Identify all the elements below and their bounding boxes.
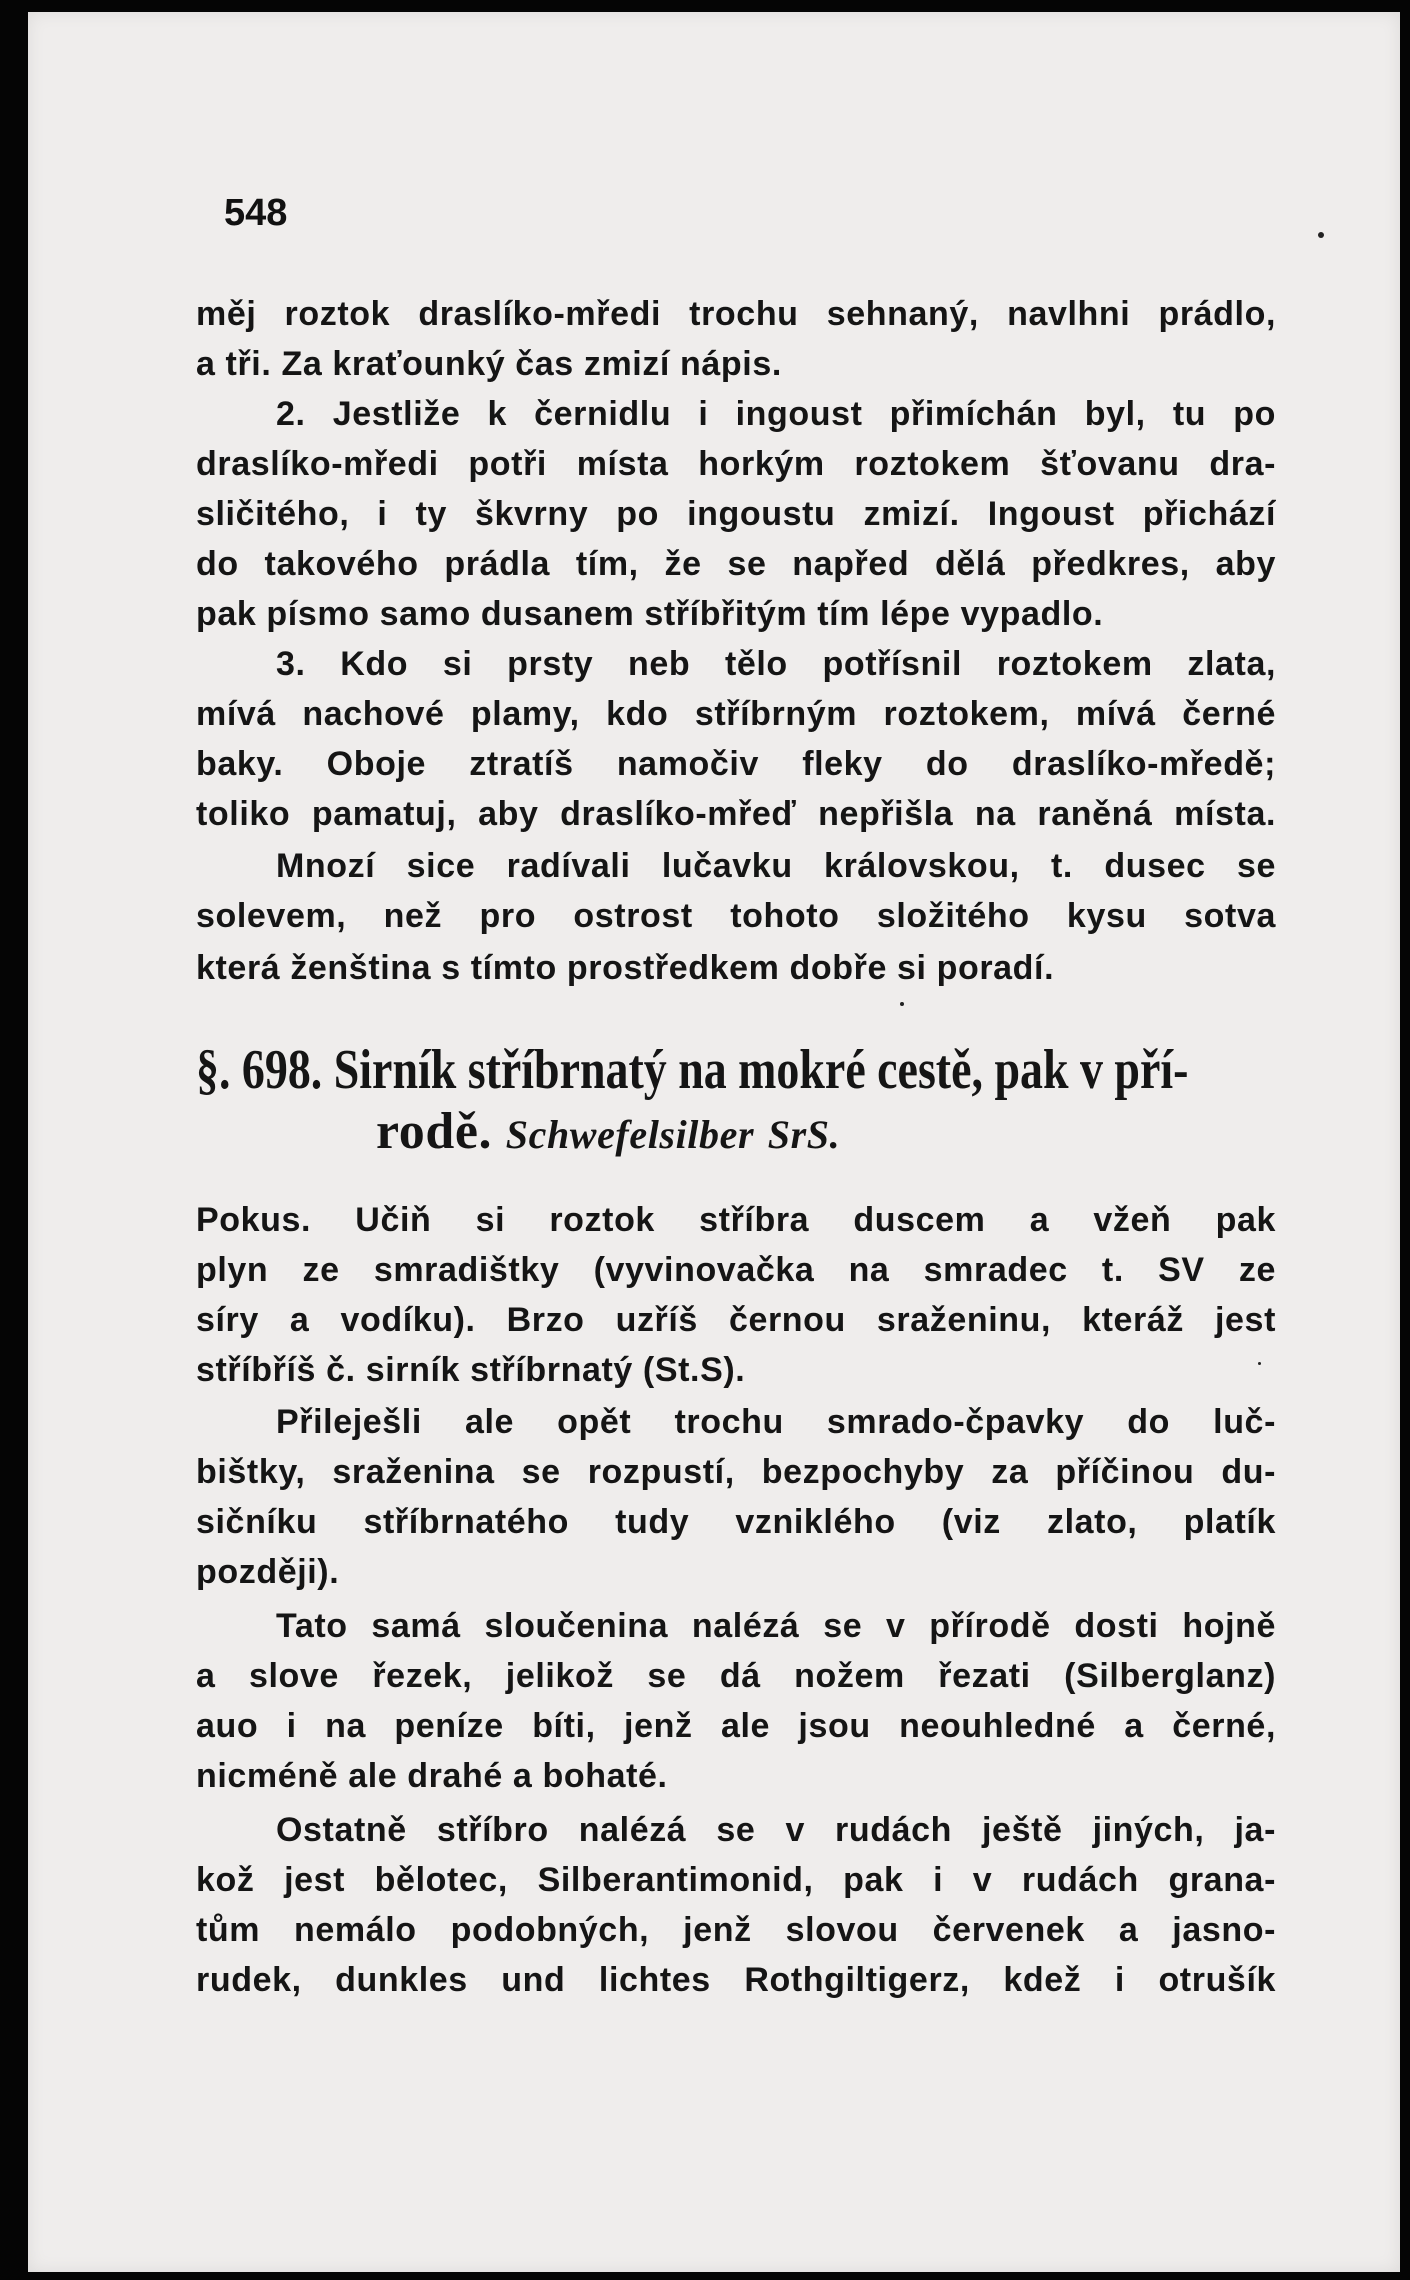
text-line: 2. Jestliže k černidlu i ingoust přimíchán byl, tu po	[276, 395, 1276, 433]
text-line: Mnozí sice radívali lučavku královskou, t. dusec se	[276, 847, 1276, 885]
book-page	[28, 12, 1400, 2272]
heading-formula: SrS.	[767, 1112, 841, 1157]
text-line: do takového prádla tím, že se napřed dělá předkres, aby	[196, 545, 1276, 583]
text-line: draslíko-mředi potři místa horkým roztokem šťovanu dra-	[196, 445, 1276, 483]
text-line: Ostatně stříbro nalézá se v rudách ještě jiných, ja-	[276, 1811, 1276, 1849]
text-line: a slove řezek, jelikož se dá nožem řezati (Silberglanz)	[196, 1657, 1276, 1695]
text-line: mívá nachové plamy, kdo stříbrným roztokem, mívá černé	[196, 695, 1276, 733]
text-line: rudek, dunkles und lichtes Rothgiltigerz, kdež i otrušík	[196, 1961, 1276, 1999]
ink-speck	[1258, 1362, 1261, 1365]
text-line: Přileješli ale opět trochu smrado-čpavky do luč-	[276, 1403, 1276, 1441]
text-line: auo i na peníze bíti, jenž ale jsou neouhledné a černé,	[196, 1707, 1276, 1745]
heading-german: Schwefelsilber	[505, 1112, 755, 1157]
page-number: 548	[224, 192, 288, 234]
ink-speck	[900, 1002, 904, 1006]
text-line: která ženština s tímto prostředkem dobře si poradí.	[196, 949, 1055, 987]
text-line: a tři. Za kraťounký čas zmizí nápis.	[196, 345, 782, 383]
text-line: sičníku stříbrnatého tudy vzniklého (viz zlato, platík	[196, 1503, 1276, 1541]
ink-speck	[1318, 232, 1324, 238]
text-line: tům nemálo podobných, jenž slovou červenek a jasno-	[196, 1911, 1276, 1949]
heading-czech: rodě.	[376, 1103, 493, 1160]
text-line: měj roztok draslíko-mředi trochu sehnaný, navlhni prádlo,	[196, 295, 1276, 333]
text-line: solevem, než pro ostrost tohoto složitého kysu sotva	[196, 897, 1276, 935]
text-line: síry a vodíku). Brzo uzříš černou sraženinu, kteráž jest	[196, 1301, 1276, 1339]
text-line: Pokus. Učiň si roztok stříbra duscem a vžeň pak	[196, 1201, 1276, 1239]
text-line: pak písmo samo dusanem stříbřitým tím lépe vypadlo.	[196, 595, 1104, 633]
section-heading: §. 698. Sirník stříbrnatý na mokré cestě, pak v pří-	[196, 1039, 1189, 1101]
text-line: nicméně ale drahé a bohaté.	[196, 1757, 668, 1795]
text-line: plyn ze smradištky (vyvinovačka na smradec t. SV ze	[196, 1251, 1276, 1289]
text-line: toliko pamatuj, aby draslíko-mřeď nepřišla na raněná místa.	[196, 795, 1276, 833]
text-line: sličitého, i ty škvrny po ingoustu zmizí. Ingoust přichází	[196, 495, 1276, 533]
text-line: bištky, sraženina se rozpustí, bezpochyby za příčinou du-	[196, 1453, 1276, 1491]
text-line: 3. Kdo si prsty neb tělo potřísnil roztokem zlata,	[276, 645, 1276, 683]
text-line: baky. Oboje ztratíš namočiv fleky do draslíko-mředě;	[196, 745, 1276, 783]
text-line: později).	[196, 1553, 340, 1591]
section-heading-continuation	[376, 1102, 840, 1165]
text-line: Tato samá sloučenina nalézá se v přírodě dosti hojně	[276, 1607, 1276, 1645]
text-line: stříbříš č. sirník stříbrnatý (St.S).	[196, 1351, 746, 1389]
text-line: kož jest bělotec, Silberantimonid, pak i v rudách grana-	[196, 1861, 1276, 1899]
